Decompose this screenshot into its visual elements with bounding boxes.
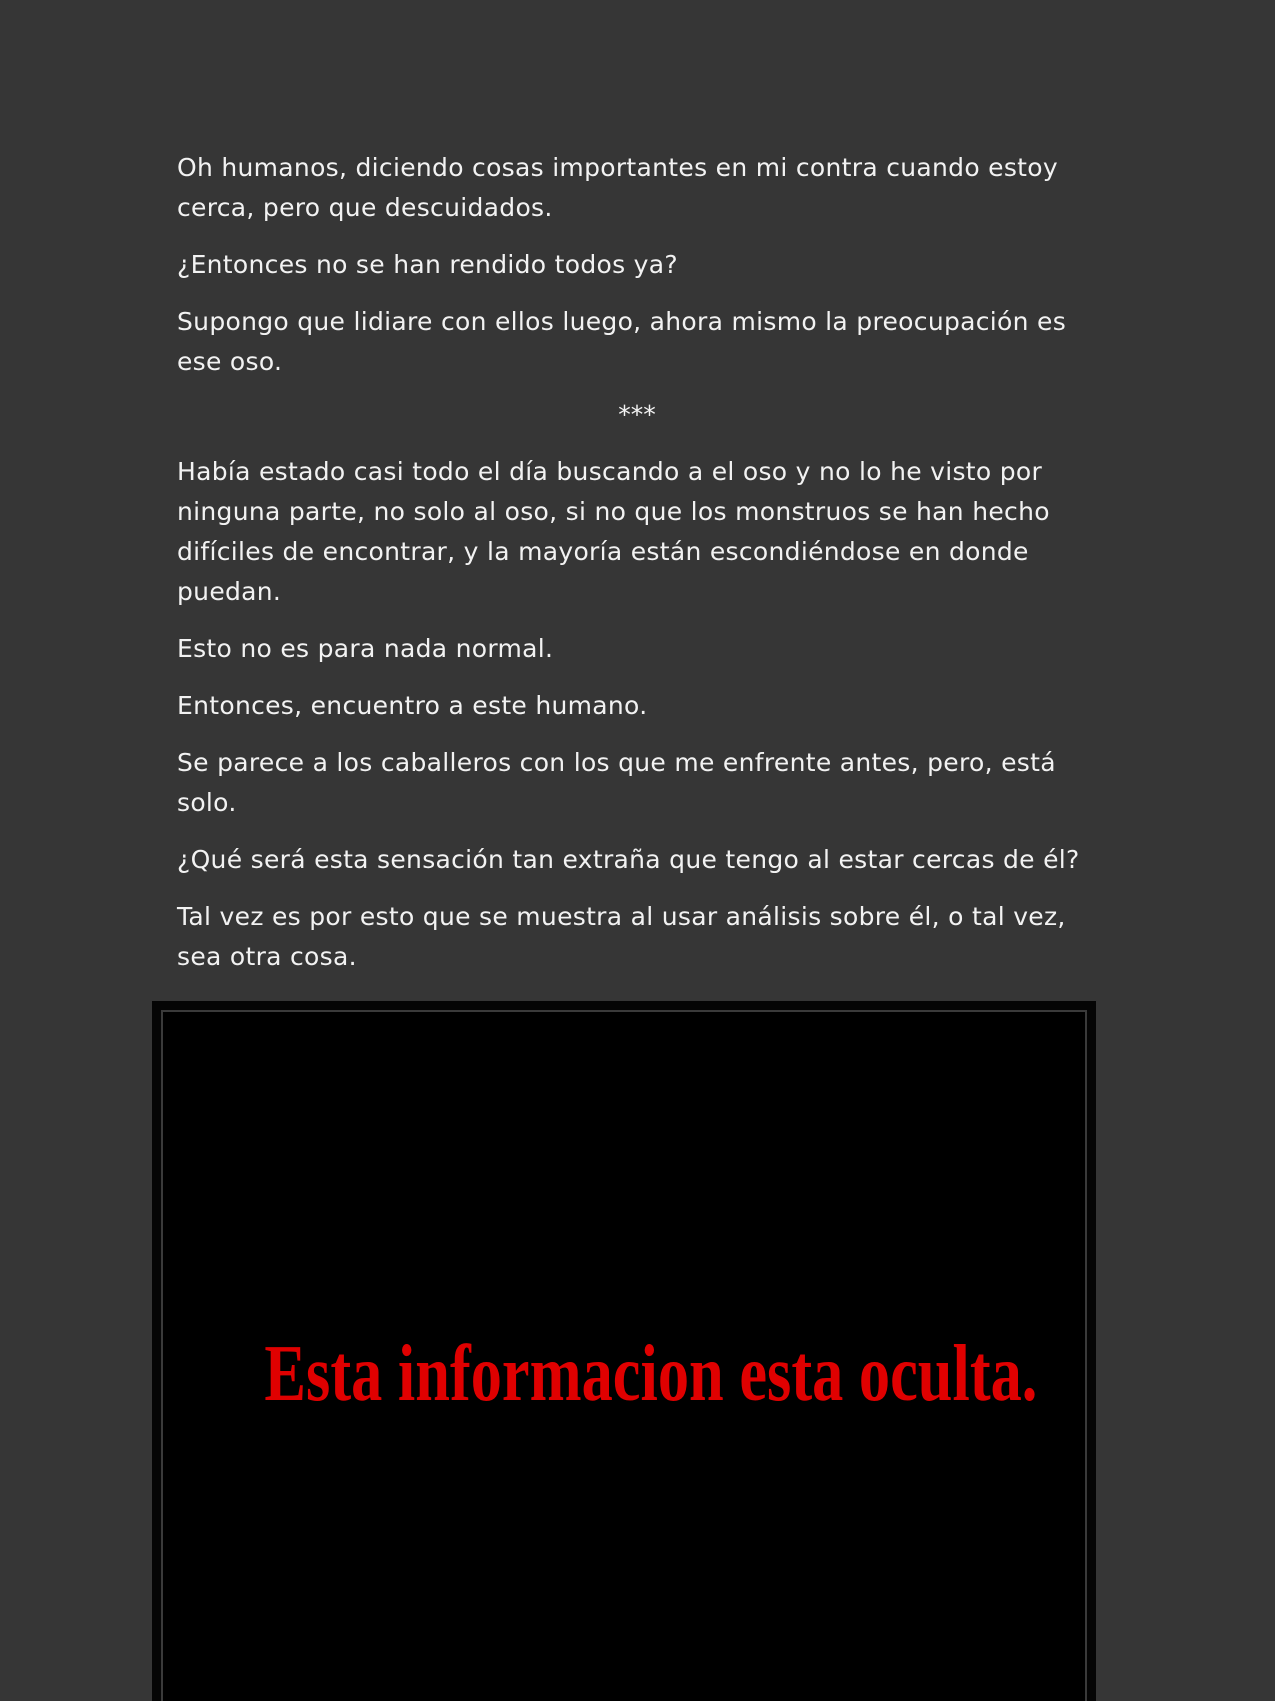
paragraph: Oh humanos, diciendo cosas importantes en mi contra cuando estoy cerca, pero que descuidados. xyxy=(177,153,1058,222)
hidden-info-box xyxy=(152,1001,1096,1701)
story-text xyxy=(177,148,1097,994)
paragraph: Se parece a los caballeros con los que me enfrente antes, pero, está solo. xyxy=(177,748,1056,817)
hidden-info-notice: Esta informacion esta oculta. xyxy=(264,1330,1038,1418)
scene-separator: *** xyxy=(618,400,656,429)
paragraph: ¿Qué será esta sensación tan extraña que tengo al estar cercas de él? xyxy=(177,845,1080,874)
paragraph: Había estado casi todo el día buscando a el oso y no lo he visto por ninguna parte, no solo al oso, si no que los monstruos se han hecho difíciles de encontrar, y la mayoría están escondiéndose en donde puedan. xyxy=(177,457,1050,606)
paragraph: Esto no es para nada normal. xyxy=(177,634,554,663)
paragraph: Entonces, encuentro a este humano. xyxy=(177,691,648,720)
paragraph: Tal vez es por esto que se muestra al usar análisis sobre él, o tal vez, sea otra cosa. xyxy=(177,902,1066,971)
paragraph: Supongo que lidiare con ellos luego, ahora mismo la preocupación es ese oso. xyxy=(177,307,1067,376)
hidden-info-frame xyxy=(161,1010,1087,1701)
paragraph: ¿Entonces no se han rendido todos ya? xyxy=(177,250,678,279)
